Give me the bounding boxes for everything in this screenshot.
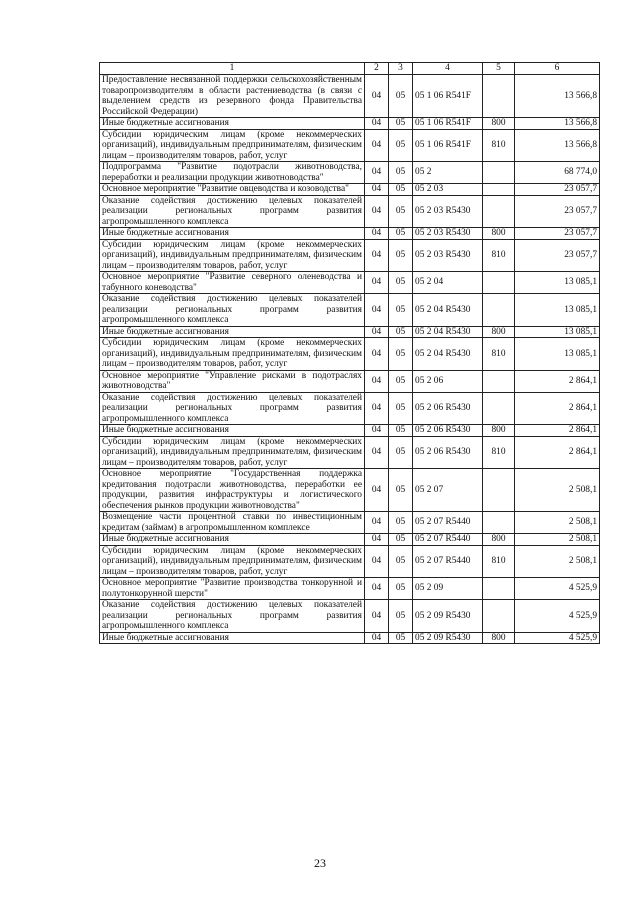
amount-cell: 2 864,1 xyxy=(515,370,600,392)
table-row xyxy=(100,392,600,425)
amount-cell: 2 508,1 xyxy=(515,545,600,578)
table-row xyxy=(100,129,600,162)
section-code-cell: 04 xyxy=(365,338,389,371)
section-code-cell: 04 xyxy=(365,162,389,184)
amount-cell: 2 864,1 xyxy=(515,436,600,469)
table-row xyxy=(100,338,600,371)
item-name-cell: Основное мероприятие "Государственная поддержка кредитования подотрасли животноводства, переработки ее продукции, развития инфраструктуры и логистического обеспечения рынков продукции животноводства" xyxy=(100,469,365,512)
amount-cell: 23 057,7 xyxy=(515,239,600,272)
item-name-cell: Субсидии юридическим лицам (кроме некоммерческих организаций), индивидуальным предпринимателям, физическим лицам – производителям товаров, работ, услуг xyxy=(100,545,365,578)
target-article-cell: 05 2 04 R5430 xyxy=(413,326,483,338)
table-row xyxy=(100,370,600,392)
section-code-cell: 04 xyxy=(365,632,389,644)
subsection-code-cell: 05 xyxy=(389,162,413,184)
target-article-cell: 05 2 xyxy=(413,162,483,184)
expense-type-cell xyxy=(483,162,515,184)
table-row xyxy=(100,195,600,228)
amount-cell: 2 864,1 xyxy=(515,425,600,437)
target-article-cell: 05 2 07 R5440 xyxy=(413,545,483,578)
expense-type-cell xyxy=(483,512,515,534)
subsection-code-cell: 05 xyxy=(389,195,413,228)
table-row xyxy=(100,75,600,118)
section-code-cell: 04 xyxy=(365,118,389,130)
section-code-cell: 04 xyxy=(365,228,389,240)
section-code-cell: 04 xyxy=(365,326,389,338)
budget-table xyxy=(99,62,600,644)
subsection-code-cell: 05 xyxy=(389,228,413,240)
item-name-cell: Основное мероприятие "Развитие северного оленеводства и табунного коневодства" xyxy=(100,272,365,294)
item-name-cell: Предоставление несвязанной поддержки сельскохозяйственным товаропроизводителям в области растениеводства (в связи с выделением средств из резервного фонда Правительства Российской Федерации) xyxy=(100,75,365,118)
expense-type-cell: 800 xyxy=(483,326,515,338)
subsection-code-cell: 05 xyxy=(389,129,413,162)
subsection-code-cell: 05 xyxy=(389,338,413,371)
section-code-cell: 04 xyxy=(365,392,389,425)
table-header-row xyxy=(100,63,600,75)
item-name-cell: Основное мероприятие "Управление рисками в подотраслях животноводства" xyxy=(100,370,365,392)
subsection-code-cell: 05 xyxy=(389,294,413,327)
subsection-code-cell: 05 xyxy=(389,469,413,512)
amount-cell: 13 085,1 xyxy=(515,326,600,338)
item-name-cell: Иные бюджетные ассигнования xyxy=(100,228,365,240)
column-header: 1 xyxy=(100,63,365,75)
table-row xyxy=(100,436,600,469)
target-article-cell: 05 2 06 R5430 xyxy=(413,425,483,437)
expense-type-cell: 800 xyxy=(483,632,515,644)
section-code-cell: 04 xyxy=(365,436,389,469)
subsection-code-cell: 05 xyxy=(389,326,413,338)
target-article-cell: 05 1 06 R541F xyxy=(413,118,483,130)
subsection-code-cell: 05 xyxy=(389,239,413,272)
amount-cell: 13 085,1 xyxy=(515,338,600,371)
target-article-cell: 05 2 07 R5440 xyxy=(413,534,483,546)
section-code-cell: 04 xyxy=(365,512,389,534)
item-name-cell: Субсидии юридическим лицам (кроме некоммерческих организаций), индивидуальным предпринимателям, физическим лицам – производителям товаров, работ, услуг xyxy=(100,338,365,371)
amount-cell: 4 525,9 xyxy=(515,600,600,633)
item-name-cell: Оказание содействия достижению целевых показателей реализации региональных программ развития агропромышленного комплекса xyxy=(100,600,365,633)
table-row xyxy=(100,239,600,272)
expense-type-cell: 800 xyxy=(483,425,515,437)
item-name-cell: Иные бюджетные ассигнования xyxy=(100,632,365,644)
table-row xyxy=(100,512,600,534)
item-name-cell: Оказание содействия достижению целевых показателей реализации региональных программ развития агропромышленного комплекса xyxy=(100,195,365,228)
table-row xyxy=(100,469,600,512)
table-row xyxy=(100,294,600,327)
target-article-cell: 05 2 04 R5430 xyxy=(413,294,483,327)
column-header: 4 xyxy=(413,63,483,75)
subsection-code-cell: 05 xyxy=(389,425,413,437)
subsection-code-cell: 05 xyxy=(389,75,413,118)
target-article-cell: 05 1 06 R541F xyxy=(413,129,483,162)
amount-cell: 13 085,1 xyxy=(515,272,600,294)
item-name-cell: Субсидии юридическим лицам (кроме некоммерческих организаций), индивидуальным предпринимателям, физическим лицам – производителям товаров, работ, услуг xyxy=(100,129,365,162)
item-name-cell: Иные бюджетные ассигнования xyxy=(100,326,365,338)
section-code-cell: 04 xyxy=(365,239,389,272)
item-name-cell: Субсидии юридическим лицам (кроме некоммерческих организаций), индивидуальным предпринимателям, физическим лицам – производителям товаров, работ, услуг xyxy=(100,239,365,272)
amount-cell: 2 864,1 xyxy=(515,392,600,425)
subsection-code-cell: 05 xyxy=(389,534,413,546)
section-code-cell: 04 xyxy=(365,184,389,196)
table-body xyxy=(100,75,600,644)
target-article-cell: 05 2 03 R5430 xyxy=(413,195,483,228)
expense-type-cell xyxy=(483,469,515,512)
table-row xyxy=(100,534,600,546)
subsection-code-cell: 05 xyxy=(389,272,413,294)
amount-cell: 2 508,1 xyxy=(515,469,600,512)
amount-cell: 2 508,1 xyxy=(515,512,600,534)
target-article-cell: 05 1 06 R541F xyxy=(413,75,483,118)
target-article-cell: 05 2 09 R5430 xyxy=(413,600,483,633)
amount-cell: 68 774,0 xyxy=(515,162,600,184)
section-code-cell: 04 xyxy=(365,534,389,546)
amount-cell: 23 057,7 xyxy=(515,184,600,196)
column-header: 5 xyxy=(483,63,515,75)
target-article-cell: 05 2 03 xyxy=(413,184,483,196)
section-code-cell: 04 xyxy=(365,370,389,392)
subsection-code-cell: 05 xyxy=(389,578,413,600)
column-header: 6 xyxy=(515,63,600,75)
subsection-code-cell: 05 xyxy=(389,545,413,578)
expense-type-cell xyxy=(483,392,515,425)
table-row xyxy=(100,425,600,437)
expense-type-cell xyxy=(483,578,515,600)
amount-cell: 13 566,8 xyxy=(515,129,600,162)
item-name-cell: Субсидии юридическим лицам (кроме некоммерческих организаций), индивидуальным предпринимателям, физическим лицам – производителям товаров, работ, услуг xyxy=(100,436,365,469)
section-code-cell: 04 xyxy=(365,129,389,162)
item-name-cell: Иные бюджетные ассигнования xyxy=(100,118,365,130)
expense-type-cell: 810 xyxy=(483,436,515,469)
subsection-code-cell: 05 xyxy=(389,392,413,425)
expense-type-cell: 810 xyxy=(483,338,515,371)
expense-type-cell xyxy=(483,600,515,633)
table-row xyxy=(100,228,600,240)
section-code-cell: 04 xyxy=(365,195,389,228)
item-name-cell: Возмещение части процентной ставки по инвестиционным кредитам (займам) в агропромышленном комплексе xyxy=(100,512,365,534)
target-article-cell: 05 2 09 R5430 xyxy=(413,632,483,644)
target-article-cell: 05 2 07 xyxy=(413,469,483,512)
target-article-cell: 05 2 03 R5430 xyxy=(413,228,483,240)
target-article-cell: 05 2 04 R5430 xyxy=(413,338,483,371)
section-code-cell: 04 xyxy=(365,272,389,294)
subsection-code-cell: 05 xyxy=(389,512,413,534)
page-number: 23 xyxy=(314,856,326,870)
expense-type-cell: 810 xyxy=(483,239,515,272)
target-article-cell: 05 2 06 xyxy=(413,370,483,392)
expense-type-cell: 800 xyxy=(483,534,515,546)
item-name-cell: Подпрограмма "Развитие подотрасли животноводства, переработки и реализации продукции животноводства" xyxy=(100,162,365,184)
expense-type-cell xyxy=(483,184,515,196)
table-row xyxy=(100,326,600,338)
amount-cell: 13 085,1 xyxy=(515,294,600,327)
subsection-code-cell: 05 xyxy=(389,436,413,469)
table-row xyxy=(100,184,600,196)
item-name-cell: Оказание содействия достижению целевых показателей реализации региональных программ развития агропромышленного комплекса xyxy=(100,392,365,425)
amount-cell: 23 057,7 xyxy=(515,195,600,228)
target-article-cell: 05 2 07 R5440 xyxy=(413,512,483,534)
expense-type-cell xyxy=(483,272,515,294)
amount-cell: 23 057,7 xyxy=(515,228,600,240)
target-article-cell: 05 2 03 R5430 xyxy=(413,239,483,272)
expense-type-cell: 810 xyxy=(483,545,515,578)
item-name-cell: Иные бюджетные ассигнования xyxy=(100,534,365,546)
expense-type-cell xyxy=(483,370,515,392)
section-code-cell: 04 xyxy=(365,545,389,578)
section-code-cell: 04 xyxy=(365,469,389,512)
expense-type-cell xyxy=(483,294,515,327)
column-header: 2 xyxy=(365,63,389,75)
item-name-cell: Основное мероприятие "Развитие овцеводства и козоводства" xyxy=(100,184,365,196)
section-code-cell: 04 xyxy=(365,75,389,118)
table-row xyxy=(100,578,600,600)
target-article-cell: 05 2 04 xyxy=(413,272,483,294)
section-code-cell: 04 xyxy=(365,294,389,327)
expense-type-cell: 800 xyxy=(483,118,515,130)
table-row xyxy=(100,600,600,633)
subsection-code-cell: 05 xyxy=(389,118,413,130)
subsection-code-cell: 05 xyxy=(389,184,413,196)
amount-cell: 13 566,8 xyxy=(515,75,600,118)
subsection-code-cell: 05 xyxy=(389,600,413,633)
expense-type-cell: 800 xyxy=(483,228,515,240)
section-code-cell: 04 xyxy=(365,578,389,600)
item-name-cell: Оказание содействия достижению целевых показателей реализации региональных программ развития агропромышленного комплекса xyxy=(100,294,365,327)
table-row xyxy=(100,272,600,294)
column-header: 3 xyxy=(389,63,413,75)
section-code-cell: 04 xyxy=(365,425,389,437)
section-code-cell: 04 xyxy=(365,600,389,633)
subsection-code-cell: 05 xyxy=(389,632,413,644)
table-row xyxy=(100,632,600,644)
target-article-cell: 05 2 06 R5430 xyxy=(413,436,483,469)
expense-type-cell xyxy=(483,75,515,118)
item-name-cell: Основное мероприятие "Развитие производства тонкорунной и полутонкорунной шерсти" xyxy=(100,578,365,600)
target-article-cell: 05 2 06 R5430 xyxy=(413,392,483,425)
item-name-cell: Иные бюджетные ассигнования xyxy=(100,425,365,437)
amount-cell: 13 566,8 xyxy=(515,118,600,130)
table-row xyxy=(100,545,600,578)
expense-type-cell xyxy=(483,195,515,228)
amount-cell: 4 525,9 xyxy=(515,578,600,600)
table-row xyxy=(100,118,600,130)
table-row xyxy=(100,162,600,184)
target-article-cell: 05 2 09 xyxy=(413,578,483,600)
amount-cell: 4 525,9 xyxy=(515,632,600,644)
subsection-code-cell: 05 xyxy=(389,370,413,392)
amount-cell: 2 508,1 xyxy=(515,534,600,546)
expense-type-cell: 810 xyxy=(483,129,515,162)
